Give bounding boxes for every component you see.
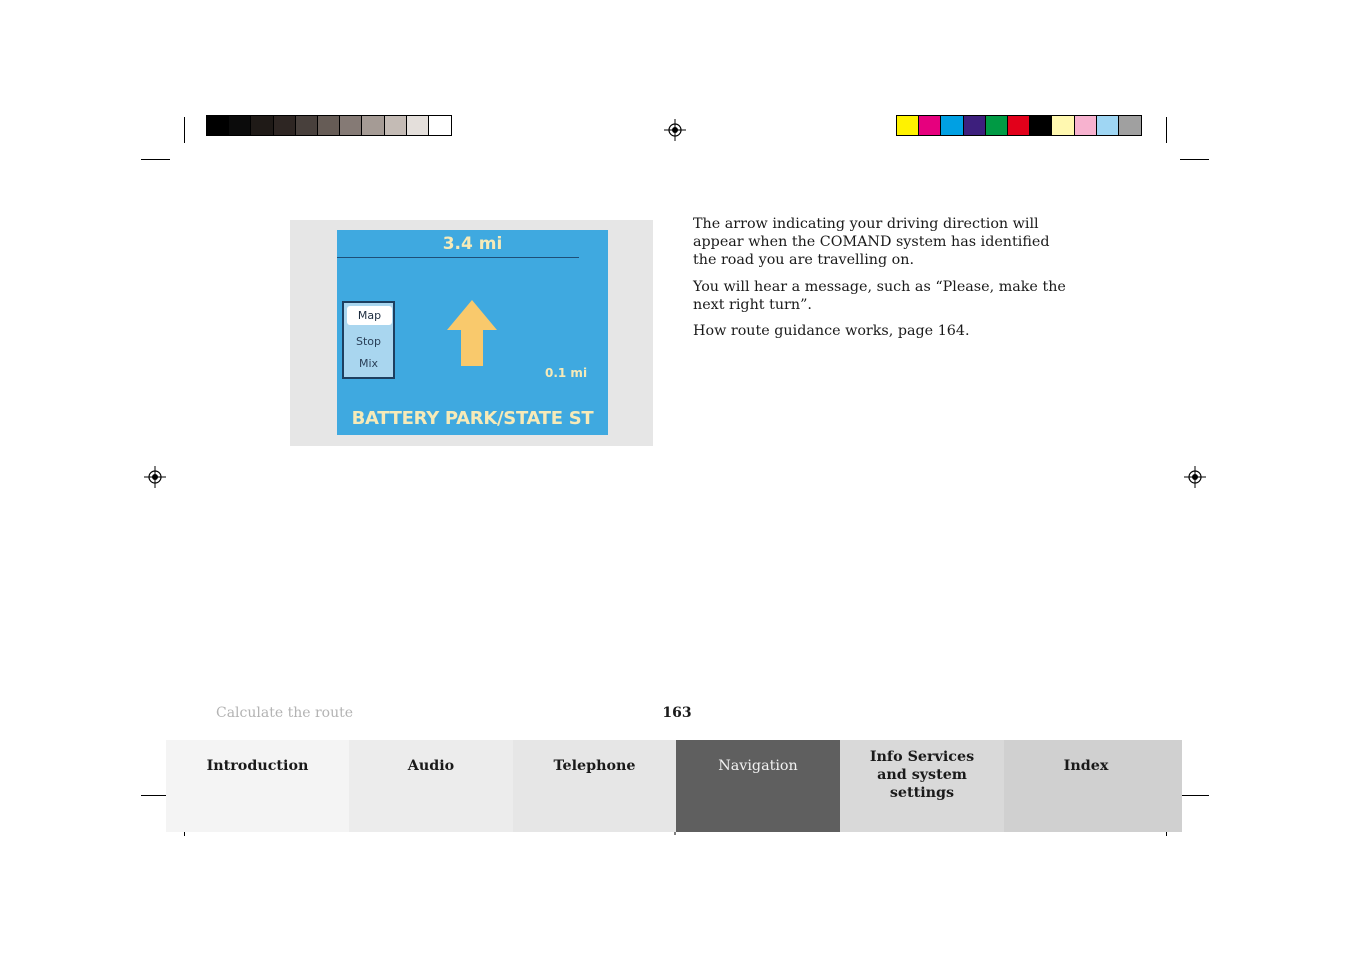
page-number: 163 — [662, 705, 692, 721]
color-swatch — [340, 116, 362, 135]
color-swatch — [274, 116, 296, 135]
tab-telephone[interactable] — [513, 740, 676, 832]
tab-navigation[interactable] — [676, 740, 840, 832]
crop-mark — [1180, 159, 1209, 160]
color-swatch — [362, 116, 384, 135]
color-swatch — [296, 116, 318, 135]
divider-line — [337, 257, 579, 258]
tab-audio[interactable] — [349, 740, 513, 832]
color-swatch — [229, 116, 251, 135]
color-swatch — [1052, 116, 1074, 135]
tab-label: Info Services and system settings — [869, 749, 975, 801]
color-swatch — [1075, 116, 1097, 135]
display-menu — [342, 301, 395, 379]
color-swatch — [1097, 116, 1119, 135]
crop-mark — [1180, 795, 1209, 796]
color-swatch — [986, 116, 1008, 135]
tab-label: Introduction — [206, 758, 309, 774]
tab-introduction[interactable] — [166, 740, 349, 832]
crop-mark — [184, 117, 185, 143]
color-swatch — [1008, 116, 1030, 135]
menu-item-map[interactable]: Map — [347, 306, 392, 325]
section-title: Calculate the route — [216, 705, 354, 721]
color-swatch — [964, 116, 986, 135]
tab-index[interactable] — [1004, 740, 1182, 832]
tab-info-services[interactable] — [840, 740, 1004, 832]
color-swatch — [207, 116, 229, 135]
grayscale-color-bar — [206, 115, 452, 136]
color-swatch — [1030, 116, 1052, 135]
registration-mark-icon — [664, 119, 686, 141]
menu-item-mix[interactable]: Mix — [358, 357, 379, 370]
turn-distance-label: 0.1 mi — [545, 366, 588, 380]
menu-item-stop[interactable]: Stop — [355, 335, 381, 348]
comand-display — [337, 230, 608, 435]
paragraph-page-reference: How route guidance works, page 164. — [693, 323, 970, 339]
color-swatch — [251, 116, 273, 135]
tab-label: Navigation — [718, 758, 798, 774]
color-swatch — [941, 116, 963, 135]
process-color-bar — [896, 115, 1142, 136]
tab-label: Audio — [407, 758, 455, 774]
color-swatch — [407, 116, 429, 135]
tab-label: Telephone — [553, 758, 636, 774]
up-arrow-icon — [445, 298, 499, 368]
street-name-label: BATTERY PARK/STATE ST — [351, 408, 594, 429]
crop-mark — [141, 159, 170, 160]
color-swatch — [318, 116, 340, 135]
tab-label: Index — [1063, 758, 1109, 774]
registration-mark-icon — [1184, 466, 1206, 488]
color-swatch — [385, 116, 407, 135]
paragraph: You will hear a message, such as “Please, make the next right turn”. — [693, 278, 1066, 313]
color-swatch — [1119, 116, 1141, 135]
color-swatch — [897, 116, 919, 135]
total-distance-label: 3.4 mi — [442, 234, 503, 254]
navigation-screen-figure — [290, 220, 653, 446]
chapter-tab-bar — [166, 740, 1182, 832]
color-swatch — [919, 116, 941, 135]
body-text — [693, 215, 1073, 349]
paragraph: The arrow indicating your driving direction will appear when the COMAND system has identified the road you are travelling on. — [693, 216, 1050, 268]
color-swatch — [429, 116, 451, 135]
crop-mark — [1166, 117, 1167, 143]
registration-mark-icon — [144, 466, 166, 488]
